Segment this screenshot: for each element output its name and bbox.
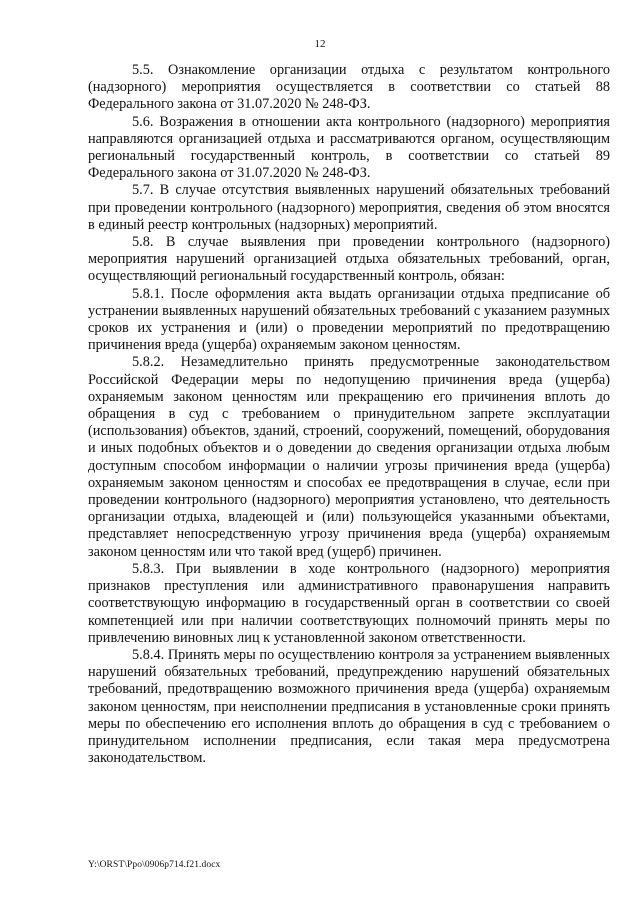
paragraph-5-8: 5.8. В случае выявления при проведении контрольного (надзорного) мероприятия нарушений организацией отдыха обязательных требований, орган, осуществляющий региональный государственный контроль, обязан: (88, 234, 610, 285)
document-body (88, 62, 610, 767)
paragraph-5-8-1: 5.8.1. После оформления акта выдать организации отдыха предписание об устранении выявленных нарушений обязательных требований с указанием разумных сроков их устранения и (или) о проведении мероприятий по предотвращению причинения вреда (ущерба) охраняемым законом ценностям. (88, 285, 610, 354)
page-number: 12 (314, 38, 326, 50)
paragraph-5-8-4: 5.8.4. Принять меры по осуществлению контроля за устранением выявленных нарушений обязательных требований, предупреждению нарушений обязательных требований, предотвращению возможного причинения вреда (ущерба) охраняемым законом ценностям, при неисполнении предписания в установленные сроки принять меры по обеспечению его исполнения вплоть до обращения в суд с требованием о принудительном исполнении предписания, если такая мера предусмотрена законодательством. (88, 646, 610, 767)
paragraph-5-8-2: 5.8.2. Незамедлительно принять предусмотренные законодательством Российской Федерации меры по недопущению причинения вреда (ущерба) охраняемым законом ценностям или прекращению его причинения вплоть до обращения в суд с требованием о принудительном запрете эксплуатации (использования) объектов, зданий, строений, сооружений, помещений, оборудования и иных подобных объектов и о доведении до сведения организации отдыха любым доступным способом информации о наличии угрозы причинения вреда (ущерба) охраняемым законом ценностям и способах ее предотвращения в случае, если при проведении контрольного (надзорного) мероприятия установлено, что деятельность организации отдыха, владеющей и (или) пользующейся указанными объектами, представляет непосредственную угрозу причинения вреда (ущерба) охраняемым законом ценностям или что такой вред (ущерб) причинен. (88, 354, 610, 560)
paragraph-5-5: 5.5. Ознакомление организации отдыха с результатом контрольного (надзорного) мероприятия осуществляется в соответствии со статьей 88 Федерального закона от 31.07.2020 № 248-ФЗ. (88, 62, 610, 113)
paragraph-5-8-3: 5.8.3. При выявлении в ходе контрольного (надзорного) мероприятия признаков преступления или административного правонарушения направить соответствующую информацию в государственный орган в соответствии со своей компетенцией или при наличии соответствующих полномочий принять меры по привлечению виновных лиц к установленной законом ответственности. (88, 560, 610, 646)
paragraph-5-7: 5.7. В случае отсутствия выявленных нарушений обязательных требований при проведении контрольного (надзорного) мероприятия, сведения об этом вносятся в единый реестр контрольных (надзорных) мероприятий. (88, 182, 610, 233)
file-path-footer: Y:\ORST\Ppo\0906p714.f21.docx (88, 860, 221, 870)
paragraph-5-6: 5.6. Возражения в отношении акта контрольного (надзорного) мероприятия направляются организацией отдыха и рассматриваются органом, осуществляющим региональный государственный контроль, в соответствии со статьей 89 Федерального закона от 31.07.2020 № 248-ФЗ. (88, 113, 610, 182)
